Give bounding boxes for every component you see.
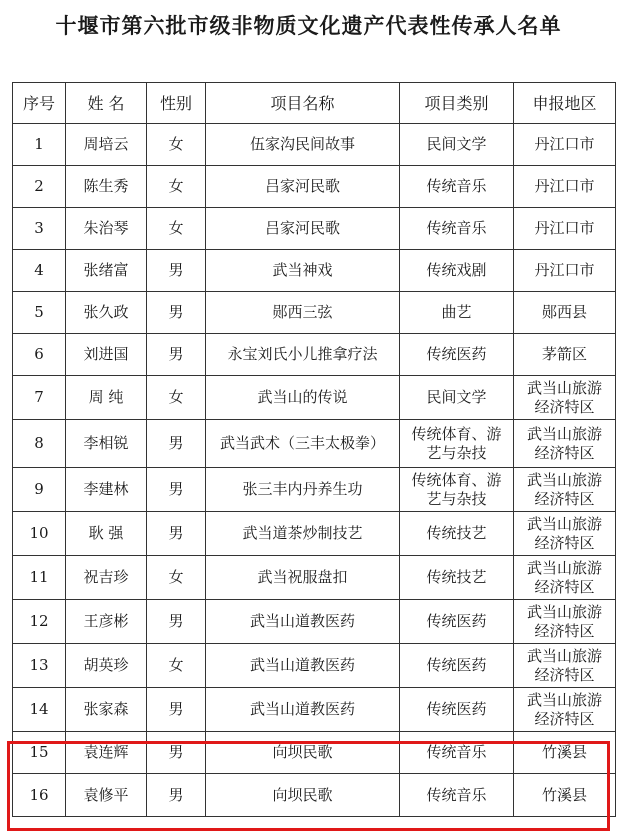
cell-no: 16 (13, 774, 66, 817)
cell-project: 武当祝服盘扣 (206, 556, 400, 600)
cell-project: 郧西三弦 (206, 292, 400, 334)
cell-no: 2 (13, 166, 66, 208)
cell-region: 丹江口市 (514, 250, 616, 292)
cell-no: 11 (13, 556, 66, 600)
cell-name: 袁修平 (66, 774, 147, 817)
cell-region: 武当山旅游经济特区 (514, 376, 616, 420)
cell-no: 12 (13, 600, 66, 644)
cell-category: 传统音乐 (400, 166, 514, 208)
cell-project: 向坝民歌 (206, 732, 400, 774)
cell-category: 曲艺 (400, 292, 514, 334)
cell-no: 14 (13, 688, 66, 732)
cell-project: 永宝刘氏小儿推拿疗法 (206, 334, 400, 376)
cell-category: 民间文学 (400, 124, 514, 166)
cell-name: 胡英珍 (66, 644, 147, 688)
cell-region: 武当山旅游经济特区 (514, 512, 616, 556)
cell-no: 15 (13, 732, 66, 774)
cell-project: 武当山道教医药 (206, 644, 400, 688)
cell-no: 5 (13, 292, 66, 334)
highlight-box (7, 741, 610, 831)
cell-category: 传统技艺 (400, 512, 514, 556)
cell-sex: 女 (147, 208, 206, 250)
cell-no: 1 (13, 124, 66, 166)
cell-name: 周培云 (66, 124, 147, 166)
table-row (13, 208, 616, 250)
cell-category: 传统音乐 (400, 774, 514, 817)
cell-region: 武当山旅游经济特区 (514, 600, 616, 644)
cell-sex: 男 (147, 250, 206, 292)
cell-category: 传统体育、游艺与杂技 (400, 468, 514, 512)
cell-no: 9 (13, 468, 66, 512)
cell-category: 传统医药 (400, 688, 514, 732)
table-row (13, 166, 616, 208)
cell-sex: 男 (147, 512, 206, 556)
cell-sex: 女 (147, 556, 206, 600)
cell-region: 武当山旅游经济特区 (514, 688, 616, 732)
cell-sex: 男 (147, 732, 206, 774)
cell-category: 传统音乐 (400, 208, 514, 250)
cell-sex: 女 (147, 124, 206, 166)
cell-no: 3 (13, 208, 66, 250)
cell-region: 武当山旅游经济特区 (514, 468, 616, 512)
cell-region: 丹江口市 (514, 166, 616, 208)
cell-category: 传统体育、游艺与杂技 (400, 420, 514, 468)
cell-name: 耿 强 (66, 512, 147, 556)
header-category: 项目类别 (400, 83, 514, 124)
cell-region: 丹江口市 (514, 208, 616, 250)
table-row (13, 292, 616, 334)
page-title: 十堰市第六批市级非物质文化遗产代表性传承人名单 (55, 14, 562, 38)
cell-name: 张久政 (66, 292, 147, 334)
cell-region: 丹江口市 (514, 124, 616, 166)
cell-sex: 男 (147, 292, 206, 334)
cell-region: 武当山旅游经济特区 (514, 556, 616, 600)
cell-name: 张家森 (66, 688, 147, 732)
cell-region: 竹溪县 (514, 774, 616, 817)
cell-category: 传统技艺 (400, 556, 514, 600)
cell-name: 李相锐 (66, 420, 147, 468)
cell-name: 李建林 (66, 468, 147, 512)
cell-name: 刘进国 (66, 334, 147, 376)
table-row (13, 124, 616, 166)
table-row (13, 420, 616, 468)
cell-project: 武当山道教医药 (206, 688, 400, 732)
cell-project: 吕家河民歌 (206, 166, 400, 208)
cell-no: 6 (13, 334, 66, 376)
table-row (13, 600, 616, 644)
cell-project: 武当山的传说 (206, 376, 400, 420)
cell-category: 传统戏剧 (400, 250, 514, 292)
cell-name: 祝吉珍 (66, 556, 147, 600)
table-row (13, 376, 616, 420)
cell-sex: 男 (147, 600, 206, 644)
cell-name: 张绪富 (66, 250, 147, 292)
table-row (13, 334, 616, 376)
inheritor-table (12, 82, 616, 817)
cell-sex: 女 (147, 376, 206, 420)
cell-project: 吕家河民歌 (206, 208, 400, 250)
cell-region: 茅箭区 (514, 334, 616, 376)
header-name: 姓 名 (66, 83, 147, 124)
table-row (13, 688, 616, 732)
cell-project: 武当武术（三丰太极拳） (206, 420, 400, 468)
table-row (13, 468, 616, 512)
cell-name: 陈生秀 (66, 166, 147, 208)
cell-sex: 男 (147, 334, 206, 376)
cell-category: 传统音乐 (400, 732, 514, 774)
cell-sex: 男 (147, 468, 206, 512)
table-row (13, 250, 616, 292)
table-row (13, 512, 616, 556)
header-no: 序号 (13, 83, 66, 124)
cell-project: 张三丰内丹养生功 (206, 468, 400, 512)
cell-category: 传统医药 (400, 644, 514, 688)
cell-no: 10 (13, 512, 66, 556)
cell-project: 伍家沟民间故事 (206, 124, 400, 166)
cell-category: 传统医药 (400, 600, 514, 644)
cell-sex: 女 (147, 644, 206, 688)
cell-sex: 女 (147, 166, 206, 208)
cell-sex: 男 (147, 420, 206, 468)
cell-name: 朱治琴 (66, 208, 147, 250)
cell-project: 武当神戏 (206, 250, 400, 292)
header-project: 项目名称 (206, 83, 400, 124)
cell-name: 王彦彬 (66, 600, 147, 644)
cell-no: 7 (13, 376, 66, 420)
table-row (13, 556, 616, 600)
cell-no: 13 (13, 644, 66, 688)
table-header-row (13, 83, 616, 124)
header-region: 申报地区 (514, 83, 616, 124)
cell-region: 郧西县 (514, 292, 616, 334)
cell-no: 4 (13, 250, 66, 292)
cell-region: 竹溪县 (514, 732, 616, 774)
cell-name: 袁连辉 (66, 732, 147, 774)
cell-sex: 男 (147, 774, 206, 817)
cell-region: 武当山旅游经济特区 (514, 420, 616, 468)
cell-project: 武当山道教医药 (206, 600, 400, 644)
header-sex: 性别 (147, 83, 206, 124)
cell-sex: 男 (147, 688, 206, 732)
cell-project: 向坝民歌 (206, 774, 400, 817)
cell-category: 传统医药 (400, 334, 514, 376)
cell-project: 武当道茶炒制技艺 (206, 512, 400, 556)
cell-region: 武当山旅游经济特区 (514, 644, 616, 688)
table-row (13, 644, 616, 688)
cell-name: 周 纯 (66, 376, 147, 420)
cell-category: 民间文学 (400, 376, 514, 420)
cell-no: 8 (13, 420, 66, 468)
